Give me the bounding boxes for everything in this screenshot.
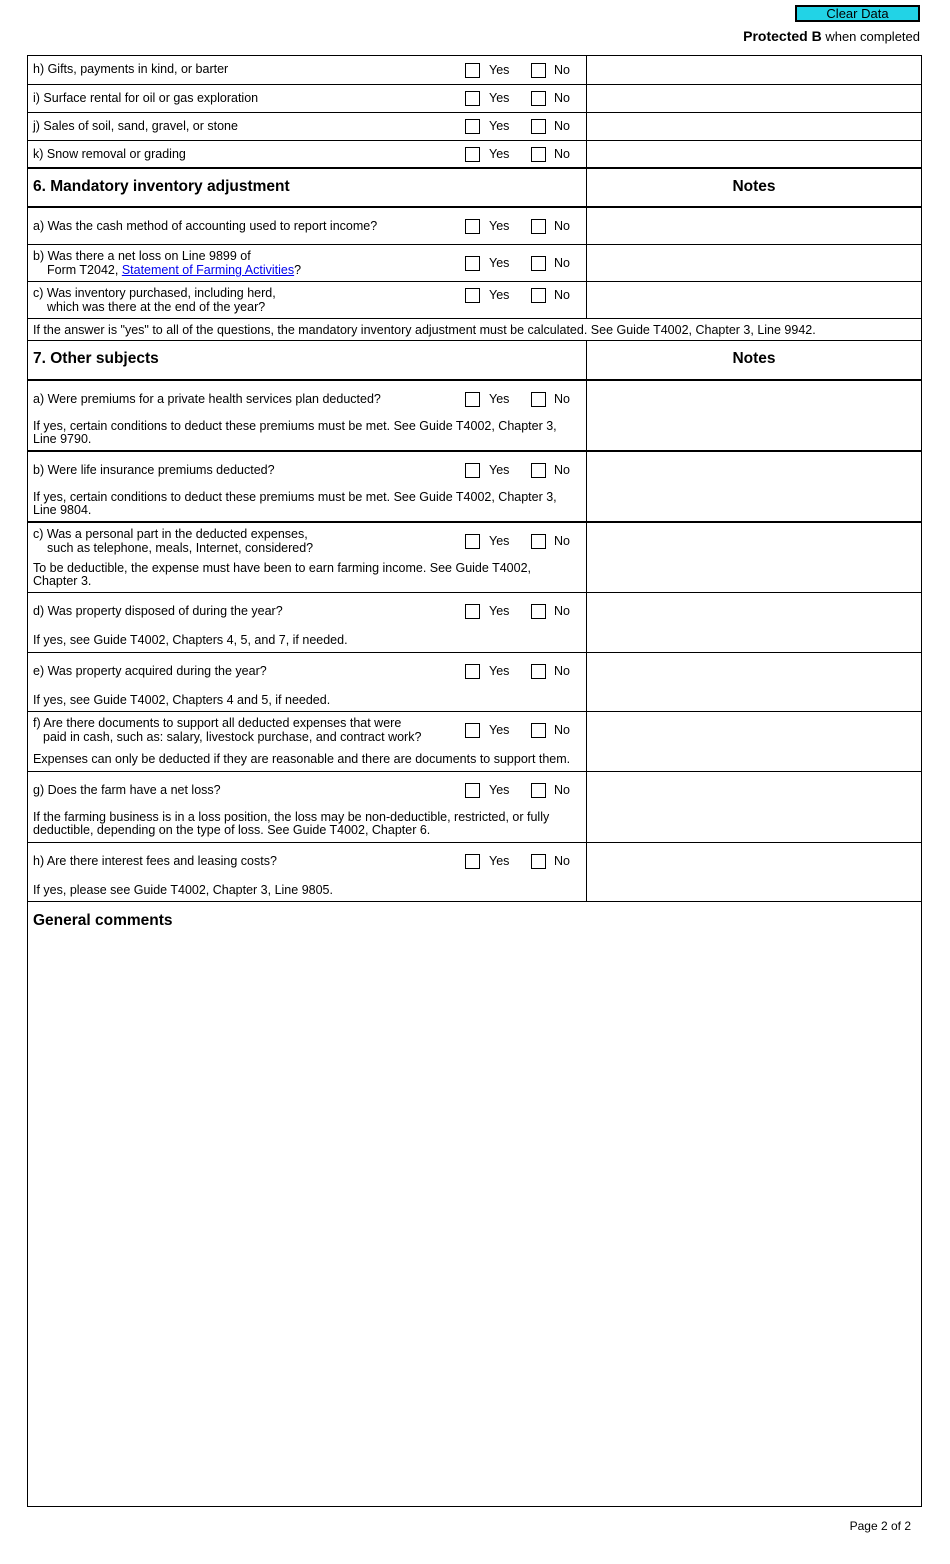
yes-label: Yes [489, 392, 510, 406]
clear-data-button[interactable]: Clear Data [795, 5, 920, 22]
no-checkbox[interactable] [531, 534, 546, 549]
section-7-question-d [28, 593, 921, 653]
yes-label: Yes [489, 723, 510, 737]
no-checkbox[interactable] [531, 664, 546, 679]
question-line-1: f) Are there documents to support all deducted expenses that were [33, 716, 402, 730]
yes-label: Yes [489, 534, 510, 548]
no-checkbox[interactable] [531, 288, 546, 303]
yes-label: Yes [489, 854, 510, 868]
note-line-1: If the farming business is in a loss position, the loss may be non-deductible, restricted, or fully [33, 810, 550, 824]
yes-label: Yes [489, 288, 510, 302]
question-note: If yes, see Guide T4002, Chapters 4 and 5, if needed. [33, 693, 331, 707]
section-7-question-g [28, 772, 921, 843]
no-checkbox[interactable] [531, 854, 546, 869]
section-6-header [28, 169, 921, 208]
no-checkbox[interactable] [531, 119, 546, 134]
question-label: h) Are there interest fees and leasing costs? [33, 854, 277, 868]
yes-checkbox[interactable] [465, 119, 480, 134]
section-6-footnote: If the answer is "yes" to all of the questions, the mandatory inventory adjustment must be calculated. See Guide T4002, Chapter 3, Line 9942. [33, 323, 816, 337]
yes-label: Yes [489, 219, 510, 233]
yes-checkbox[interactable] [465, 392, 480, 407]
question-note [33, 562, 573, 588]
yes-label: Yes [489, 91, 510, 105]
no-checkbox[interactable] [531, 463, 546, 478]
note-line-1: If yes, certain conditions to deduct these premiums must be met. See Guide T4002, Chapter 3, [33, 490, 557, 504]
question-line-2 [33, 263, 301, 277]
general-comments-title: General comments [33, 912, 173, 929]
question-note: If yes, see Guide T4002, Chapters 4, 5, and 7, if needed. [33, 633, 348, 647]
protected-b-suffix: when completed [821, 29, 920, 44]
question-label: h) Gifts, payments in kind, or barter [33, 62, 229, 76]
yes-checkbox[interactable] [465, 534, 480, 549]
section-7-question-h [28, 843, 921, 902]
yes-checkbox[interactable] [465, 664, 480, 679]
section-6-question-a [28, 208, 921, 245]
yes-checkbox[interactable] [465, 854, 480, 869]
question-label [33, 716, 421, 744]
question-line-2: which was there at the end of the year? [47, 300, 266, 314]
no-label: No [554, 219, 570, 233]
question-note [33, 491, 573, 517]
yes-label: Yes [489, 63, 510, 77]
question-note: Expenses can only be deducted if they are reasonable and there are documents to support them. [33, 752, 571, 766]
section-7-question-c [28, 523, 921, 593]
no-checkbox[interactable] [531, 783, 546, 798]
yes-label: Yes [489, 783, 510, 797]
question-note [33, 420, 573, 446]
yes-checkbox[interactable] [465, 219, 480, 234]
no-label: No [554, 392, 570, 406]
no-label: No [554, 147, 570, 161]
question-label [33, 527, 313, 555]
question-label: i) Surface rental for oil or gas exploration [33, 91, 259, 105]
section-7-title: 7. Other subjects [33, 350, 159, 367]
question-label: e) Was property acquired during the year? [33, 664, 267, 678]
question-note: If yes, please see Guide T4002, Chapter 3, Line 9805. [33, 883, 333, 897]
question-note [33, 811, 573, 837]
question-line-1: b) Was there a net loss on Line 9899 of [33, 249, 251, 263]
protected-b-label [743, 28, 920, 44]
no-label: No [554, 534, 570, 548]
no-label: No [554, 723, 570, 737]
section-7-question-a [28, 381, 921, 452]
note-line-1: To be deductible, the expense must have been to earn farming income. See Guide T4002, [33, 561, 532, 575]
section-6-footnote-row [28, 319, 921, 341]
no-checkbox[interactable] [531, 147, 546, 162]
note-line-2: Line 9790. [33, 432, 92, 446]
no-checkbox[interactable] [531, 256, 546, 271]
notes-header: Notes [732, 178, 776, 195]
no-label: No [554, 63, 570, 77]
notes-header: Notes [732, 350, 776, 367]
yes-checkbox[interactable] [465, 288, 480, 303]
yes-checkbox[interactable] [465, 723, 480, 738]
yes-label: Yes [489, 604, 510, 618]
question-row-k-snow-removal [28, 141, 921, 169]
no-label: No [554, 91, 570, 105]
question-label: j) Sales of soil, sand, gravel, or stone [33, 119, 238, 133]
statement-of-farming-activities-link[interactable]: Statement of Farming Activities [121, 263, 295, 277]
question-line-1: c) Was a personal part in the deducted expenses, [33, 527, 308, 541]
yes-checkbox[interactable] [465, 63, 480, 78]
yes-label: Yes [489, 664, 510, 678]
no-checkbox[interactable] [531, 392, 546, 407]
question-row-j-soil-sales [28, 113, 921, 141]
no-checkbox[interactable] [531, 63, 546, 78]
no-label: No [554, 119, 570, 133]
no-label: No [554, 783, 570, 797]
note-line-1: If yes, certain conditions to deduct these premiums must be met. See Guide T4002, Chapter 3, [33, 419, 557, 433]
question-label: k) Snow removal or grading [33, 147, 186, 161]
no-checkbox[interactable] [531, 219, 546, 234]
section-7-header [28, 341, 921, 381]
question-line-2: such as telephone, meals, Internet, considered? [47, 541, 314, 555]
no-label: No [554, 256, 570, 270]
yes-label: Yes [489, 147, 510, 161]
question-label [33, 286, 276, 314]
yes-checkbox[interactable] [465, 463, 480, 478]
no-checkbox[interactable] [531, 723, 546, 738]
question-row-h-gifts [28, 56, 921, 85]
section-6-question-c [28, 282, 921, 319]
section-6-question-b [28, 245, 921, 282]
question-label: b) Were life insurance premiums deducted? [33, 463, 275, 477]
no-label: No [554, 854, 570, 868]
no-label: No [554, 463, 570, 477]
yes-checkbox[interactable] [465, 147, 480, 162]
question-label: a) Was the cash method of accounting used to report income? [33, 219, 378, 233]
yes-checkbox[interactable] [465, 604, 480, 619]
question-line-2-suffix: ? [294, 263, 302, 277]
page-number: Page 2 of 2 [849, 1519, 911, 1533]
no-label: No [554, 664, 570, 678]
question-line-1: c) Was inventory purchased, including herd, [33, 286, 276, 300]
note-line-2: Line 9804. [33, 503, 92, 517]
general-comments-area[interactable] [28, 902, 921, 1506]
section-7-question-e [28, 653, 921, 712]
yes-checkbox[interactable] [465, 91, 480, 106]
question-label: g) Does the farm have a net loss? [33, 783, 221, 797]
no-checkbox[interactable] [531, 604, 546, 619]
question-row-i-surface-rental [28, 85, 921, 113]
no-label: No [554, 288, 570, 302]
yes-checkbox[interactable] [465, 256, 480, 271]
yes-label: Yes [489, 463, 510, 477]
question-label: a) Were premiums for a private health services plan deducted? [33, 392, 381, 406]
section-7-question-f [28, 712, 921, 772]
note-line-2: deductible, depending on the type of loss. See Guide T4002, Chapter 6. [33, 823, 431, 837]
question-label [33, 249, 301, 277]
no-checkbox[interactable] [531, 91, 546, 106]
note-line-2: Chapter 3. [33, 574, 92, 588]
question-line-2: paid in cash, such as: salary, livestock purchase, and contract work? [43, 730, 422, 744]
question-line-2-prefix: Form T2042, [47, 263, 122, 277]
section-7-question-b [28, 452, 921, 523]
farming-checklist-form [27, 55, 922, 1507]
no-label: No [554, 604, 570, 618]
question-label: d) Was property disposed of during the year? [33, 604, 283, 618]
section-6-title: 6. Mandatory inventory adjustment [33, 178, 290, 195]
yes-label: Yes [489, 119, 510, 133]
yes-checkbox[interactable] [465, 783, 480, 798]
yes-label: Yes [489, 256, 510, 270]
protected-b-bold: Protected B [743, 28, 822, 44]
